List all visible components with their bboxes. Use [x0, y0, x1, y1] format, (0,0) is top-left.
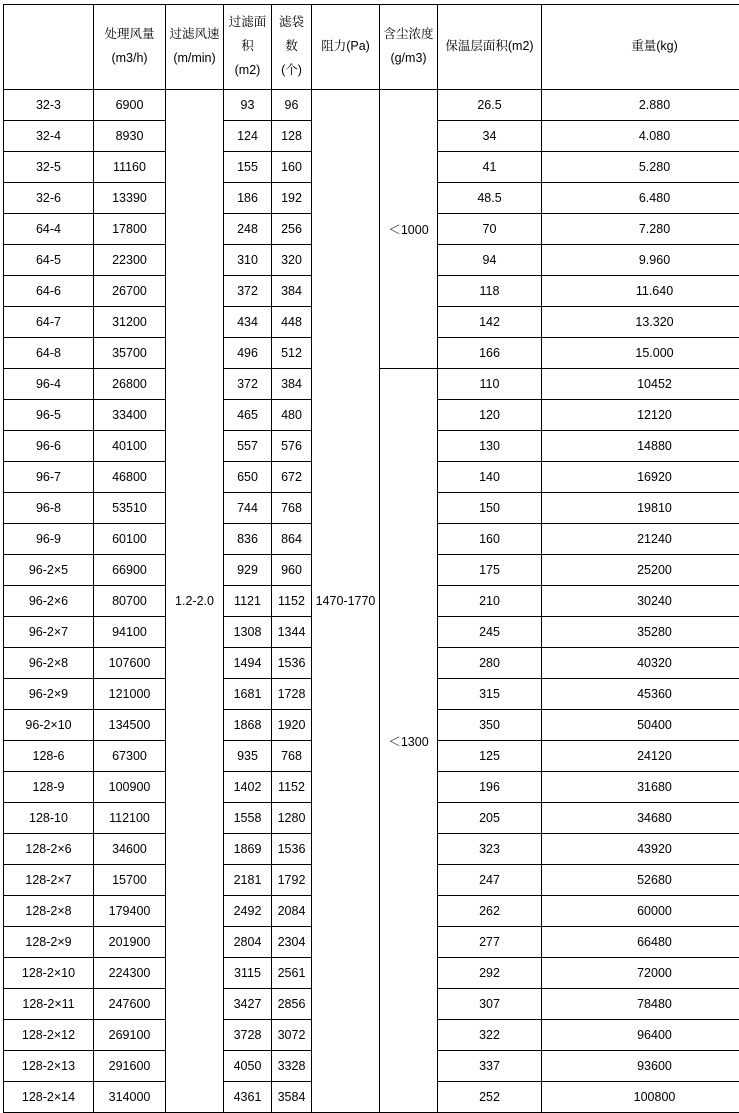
- cell-air-volume: 8930: [94, 121, 166, 152]
- cell-air-volume: 35700: [94, 338, 166, 369]
- cell-filter-area: 2181: [224, 865, 272, 896]
- cell-model: 64-7: [4, 307, 94, 338]
- cell-model: 32-6: [4, 183, 94, 214]
- cell-insulation-area: 110: [438, 369, 542, 400]
- cell-air-volume: 17800: [94, 214, 166, 245]
- cell-insulation-area: 210: [438, 586, 542, 617]
- cell-filter-area: 3115: [224, 958, 272, 989]
- cell-model: 128-10: [4, 803, 94, 834]
- cell-weight: 96400: [542, 1020, 739, 1051]
- cell-filter-area: 186: [224, 183, 272, 214]
- cell-filter-area: 2492: [224, 896, 272, 927]
- cell-bag-count: 96: [272, 90, 312, 121]
- cell-model: 96-7: [4, 462, 94, 493]
- cell-model: 96-8: [4, 493, 94, 524]
- cell-air-volume: 53510: [94, 493, 166, 524]
- cell-model: 128-2×8: [4, 896, 94, 927]
- cell-filter-area: 1121: [224, 586, 272, 617]
- cell-insulation-area: 196: [438, 772, 542, 803]
- cell-air-volume: 67300: [94, 741, 166, 772]
- cell-model: 128-2×11: [4, 989, 94, 1020]
- cell-filter-area: 3427: [224, 989, 272, 1020]
- cell-weight: 4.080: [542, 121, 739, 152]
- header-weight: 重量(kg): [542, 5, 739, 90]
- cell-weight: 2.880: [542, 90, 739, 121]
- cell-weight: 34680: [542, 803, 739, 834]
- cell-model: 32-4: [4, 121, 94, 152]
- cell-air-volume: 247600: [94, 989, 166, 1020]
- cell-model: 96-2×5: [4, 555, 94, 586]
- cell-model: 128-2×6: [4, 834, 94, 865]
- cell-air-volume: 46800: [94, 462, 166, 493]
- cell-insulation-area: 205: [438, 803, 542, 834]
- cell-air-volume: 201900: [94, 927, 166, 958]
- cell-bag-count: 512: [272, 338, 312, 369]
- cell-weight: 14880: [542, 431, 739, 462]
- cell-insulation-area: 292: [438, 958, 542, 989]
- cell-filter-area: 372: [224, 369, 272, 400]
- cell-filter-area: 1402: [224, 772, 272, 803]
- cell-air-volume: 60100: [94, 524, 166, 555]
- cell-insulation-area: 175: [438, 555, 542, 586]
- cell-model: 128-2×9: [4, 927, 94, 958]
- cell-bag-count: 160: [272, 152, 312, 183]
- cell-insulation-area: 140: [438, 462, 542, 493]
- cell-model: 32-3: [4, 90, 94, 121]
- cell-bag-count: 384: [272, 369, 312, 400]
- cell-bag-count: 960: [272, 555, 312, 586]
- cell-air-volume: 40100: [94, 431, 166, 462]
- cell-bag-count: 3328: [272, 1051, 312, 1082]
- cell-model: 96-2×6: [4, 586, 94, 617]
- cell-air-volume: 94100: [94, 617, 166, 648]
- cell-air-volume: 26800: [94, 369, 166, 400]
- cell-weight: 11.640: [542, 276, 739, 307]
- cell-filter-area: 836: [224, 524, 272, 555]
- cell-air-volume: 314000: [94, 1082, 166, 1113]
- cell-weight: 15.000: [542, 338, 739, 369]
- cell-model: 128-2×10: [4, 958, 94, 989]
- cell-air-volume: 224300: [94, 958, 166, 989]
- cell-filter-area: 1558: [224, 803, 272, 834]
- cell-insulation-area: 350: [438, 710, 542, 741]
- header-row: [4, 5, 739, 90]
- cell-air-volume: 15700: [94, 865, 166, 896]
- cell-air-volume: 134500: [94, 710, 166, 741]
- cell-bag-count: 384: [272, 276, 312, 307]
- cell-weight: 40320: [542, 648, 739, 679]
- cell-dust-concentration: ＜1300: [380, 369, 438, 1113]
- cell-bag-count: 3072: [272, 1020, 312, 1051]
- header-model: [4, 5, 94, 90]
- cell-weight: 16920: [542, 462, 739, 493]
- cell-bag-count: 1536: [272, 648, 312, 679]
- cell-model: 128-6: [4, 741, 94, 772]
- cell-air-volume: 107600: [94, 648, 166, 679]
- cell-filter-area: 744: [224, 493, 272, 524]
- cell-model: 96-5: [4, 400, 94, 431]
- cell-weight: 60000: [542, 896, 739, 927]
- cell-air-volume: 11160: [94, 152, 166, 183]
- cell-weight: 9.960: [542, 245, 739, 276]
- table-body: [4, 90, 739, 1113]
- cell-resistance: 1470-1770: [312, 90, 380, 1113]
- cell-model: 96-2×7: [4, 617, 94, 648]
- cell-weight: 25200: [542, 555, 739, 586]
- cell-model: 128-2×13: [4, 1051, 94, 1082]
- cell-insulation-area: 280: [438, 648, 542, 679]
- cell-air-volume: 22300: [94, 245, 166, 276]
- cell-filter-area: 1868: [224, 710, 272, 741]
- cell-bag-count: 1280: [272, 803, 312, 834]
- cell-weight: 30240: [542, 586, 739, 617]
- cell-bag-count: 192: [272, 183, 312, 214]
- cell-air-volume: 13390: [94, 183, 166, 214]
- cell-insulation-area: 142: [438, 307, 542, 338]
- cell-filter-area: 1681: [224, 679, 272, 710]
- cell-bag-count: 2084: [272, 896, 312, 927]
- cell-weight: 13.320: [542, 307, 739, 338]
- cell-bag-count: 1920: [272, 710, 312, 741]
- cell-weight: 72000: [542, 958, 739, 989]
- cell-air-volume: 291600: [94, 1051, 166, 1082]
- cell-bag-count: 480: [272, 400, 312, 431]
- cell-weight: 66480: [542, 927, 739, 958]
- cell-filter-area: 124: [224, 121, 272, 152]
- cell-air-volume: 33400: [94, 400, 166, 431]
- cell-weight: 5.280: [542, 152, 739, 183]
- cell-filter-area: 496: [224, 338, 272, 369]
- cell-bag-count: 3584: [272, 1082, 312, 1113]
- cell-weight: 19810: [542, 493, 739, 524]
- cell-air-volume: 179400: [94, 896, 166, 927]
- cell-bag-count: 672: [272, 462, 312, 493]
- cell-insulation-area: 26.5: [438, 90, 542, 121]
- cell-filter-area: 3728: [224, 1020, 272, 1051]
- cell-weight: 21240: [542, 524, 739, 555]
- cell-air-volume: 34600: [94, 834, 166, 865]
- cell-insulation-area: 247: [438, 865, 542, 896]
- cell-weight: 12120: [542, 400, 739, 431]
- spec-sheet: [0, 4, 739, 1113]
- cell-weight: 35280: [542, 617, 739, 648]
- cell-weight: 24120: [542, 741, 739, 772]
- cell-weight: 45360: [542, 679, 739, 710]
- cell-model: 64-4: [4, 214, 94, 245]
- cell-filter-area: 4361: [224, 1082, 272, 1113]
- cell-weight: 100800: [542, 1082, 739, 1113]
- cell-filter-area: 93: [224, 90, 272, 121]
- cell-weight: 43920: [542, 834, 739, 865]
- cell-weight: 10452: [542, 369, 739, 400]
- cell-filter-area: 372: [224, 276, 272, 307]
- cell-insulation-area: 150: [438, 493, 542, 524]
- cell-weight: 7.280: [542, 214, 739, 245]
- header-insulation-area: 保温层面积(m2): [438, 5, 542, 90]
- cell-air-volume: 121000: [94, 679, 166, 710]
- cell-weight: 93600: [542, 1051, 739, 1082]
- cell-model: 128-2×12: [4, 1020, 94, 1051]
- cell-air-volume: 26700: [94, 276, 166, 307]
- cell-bag-count: 448: [272, 307, 312, 338]
- cell-model: 96-9: [4, 524, 94, 555]
- cell-bag-count: 576: [272, 431, 312, 462]
- header-filter-area: 过滤面 积 (m2): [224, 5, 272, 90]
- cell-model: 96-2×8: [4, 648, 94, 679]
- cell-filter-area: 935: [224, 741, 272, 772]
- cell-filter-area: 1869: [224, 834, 272, 865]
- cell-air-volume: 31200: [94, 307, 166, 338]
- cell-air-volume: 269100: [94, 1020, 166, 1051]
- cell-insulation-area: 70: [438, 214, 542, 245]
- cell-model: 128-9: [4, 772, 94, 803]
- cell-bag-count: 2304: [272, 927, 312, 958]
- cell-insulation-area: 245: [438, 617, 542, 648]
- cell-filter-area: 929: [224, 555, 272, 586]
- cell-bag-count: 1728: [272, 679, 312, 710]
- cell-insulation-area: 160: [438, 524, 542, 555]
- header-air-volume: 处理风量 (m3/h): [94, 5, 166, 90]
- cell-bag-count: 320: [272, 245, 312, 276]
- cell-weight: 78480: [542, 989, 739, 1020]
- cell-filter-area: 1308: [224, 617, 272, 648]
- cell-filter-area: 1494: [224, 648, 272, 679]
- cell-insulation-area: 337: [438, 1051, 542, 1082]
- cell-model: 128-2×14: [4, 1082, 94, 1113]
- cell-filter-speed: 1.2-2.0: [166, 90, 224, 1113]
- cell-model: 96-2×9: [4, 679, 94, 710]
- cell-bag-count: 1792: [272, 865, 312, 896]
- cell-bag-count: 2856: [272, 989, 312, 1020]
- cell-insulation-area: 307: [438, 989, 542, 1020]
- cell-weight: 6.480: [542, 183, 739, 214]
- cell-insulation-area: 252: [438, 1082, 542, 1113]
- cell-filter-area: 155: [224, 152, 272, 183]
- cell-insulation-area: 130: [438, 431, 542, 462]
- cell-weight: 31680: [542, 772, 739, 803]
- table-row: [4, 90, 739, 121]
- cell-filter-area: 650: [224, 462, 272, 493]
- cell-model: 64-8: [4, 338, 94, 369]
- cell-filter-area: 557: [224, 431, 272, 462]
- cell-filter-area: 2804: [224, 927, 272, 958]
- cell-bag-count: 1152: [272, 772, 312, 803]
- cell-model: 96-4: [4, 369, 94, 400]
- cell-model: 64-6: [4, 276, 94, 307]
- cell-insulation-area: 125: [438, 741, 542, 772]
- cell-air-volume: 66900: [94, 555, 166, 586]
- cell-weight: 50400: [542, 710, 739, 741]
- cell-insulation-area: 118: [438, 276, 542, 307]
- cell-insulation-area: 120: [438, 400, 542, 431]
- cell-bag-count: 1344: [272, 617, 312, 648]
- cell-model: 96-6: [4, 431, 94, 462]
- cell-air-volume: 112100: [94, 803, 166, 834]
- cell-insulation-area: 48.5: [438, 183, 542, 214]
- cell-bag-count: 768: [272, 741, 312, 772]
- cell-filter-area: 310: [224, 245, 272, 276]
- cell-filter-area: 434: [224, 307, 272, 338]
- header-dust-concentration: 含尘浓度 (g/m3): [380, 5, 438, 90]
- header-filter-speed: 过滤风速 (m/min): [166, 5, 224, 90]
- cell-model: 128-2×7: [4, 865, 94, 896]
- cell-bag-count: 1536: [272, 834, 312, 865]
- cell-filter-area: 465: [224, 400, 272, 431]
- specification-table: [3, 4, 739, 1113]
- header-bag-count: 滤袋 数 (个): [272, 5, 312, 90]
- cell-insulation-area: 94: [438, 245, 542, 276]
- cell-insulation-area: 323: [438, 834, 542, 865]
- cell-bag-count: 256: [272, 214, 312, 245]
- cell-dust-concentration: ＜1000: [380, 90, 438, 369]
- cell-insulation-area: 166: [438, 338, 542, 369]
- cell-bag-count: 2561: [272, 958, 312, 989]
- cell-air-volume: 100900: [94, 772, 166, 803]
- cell-insulation-area: 41: [438, 152, 542, 183]
- cell-air-volume: 6900: [94, 90, 166, 121]
- cell-insulation-area: 262: [438, 896, 542, 927]
- cell-model: 96-2×10: [4, 710, 94, 741]
- cell-filter-area: 4050: [224, 1051, 272, 1082]
- cell-air-volume: 80700: [94, 586, 166, 617]
- cell-filter-area: 248: [224, 214, 272, 245]
- header-resistance: 阻力(Pa): [312, 5, 380, 90]
- cell-bag-count: 128: [272, 121, 312, 152]
- cell-insulation-area: 315: [438, 679, 542, 710]
- cell-model: 64-5: [4, 245, 94, 276]
- cell-insulation-area: 277: [438, 927, 542, 958]
- cell-model: 32-5: [4, 152, 94, 183]
- cell-weight: 52680: [542, 865, 739, 896]
- cell-insulation-area: 322: [438, 1020, 542, 1051]
- cell-bag-count: 768: [272, 493, 312, 524]
- cell-insulation-area: 34: [438, 121, 542, 152]
- table-header: [4, 5, 739, 90]
- cell-bag-count: 864: [272, 524, 312, 555]
- cell-bag-count: 1152: [272, 586, 312, 617]
